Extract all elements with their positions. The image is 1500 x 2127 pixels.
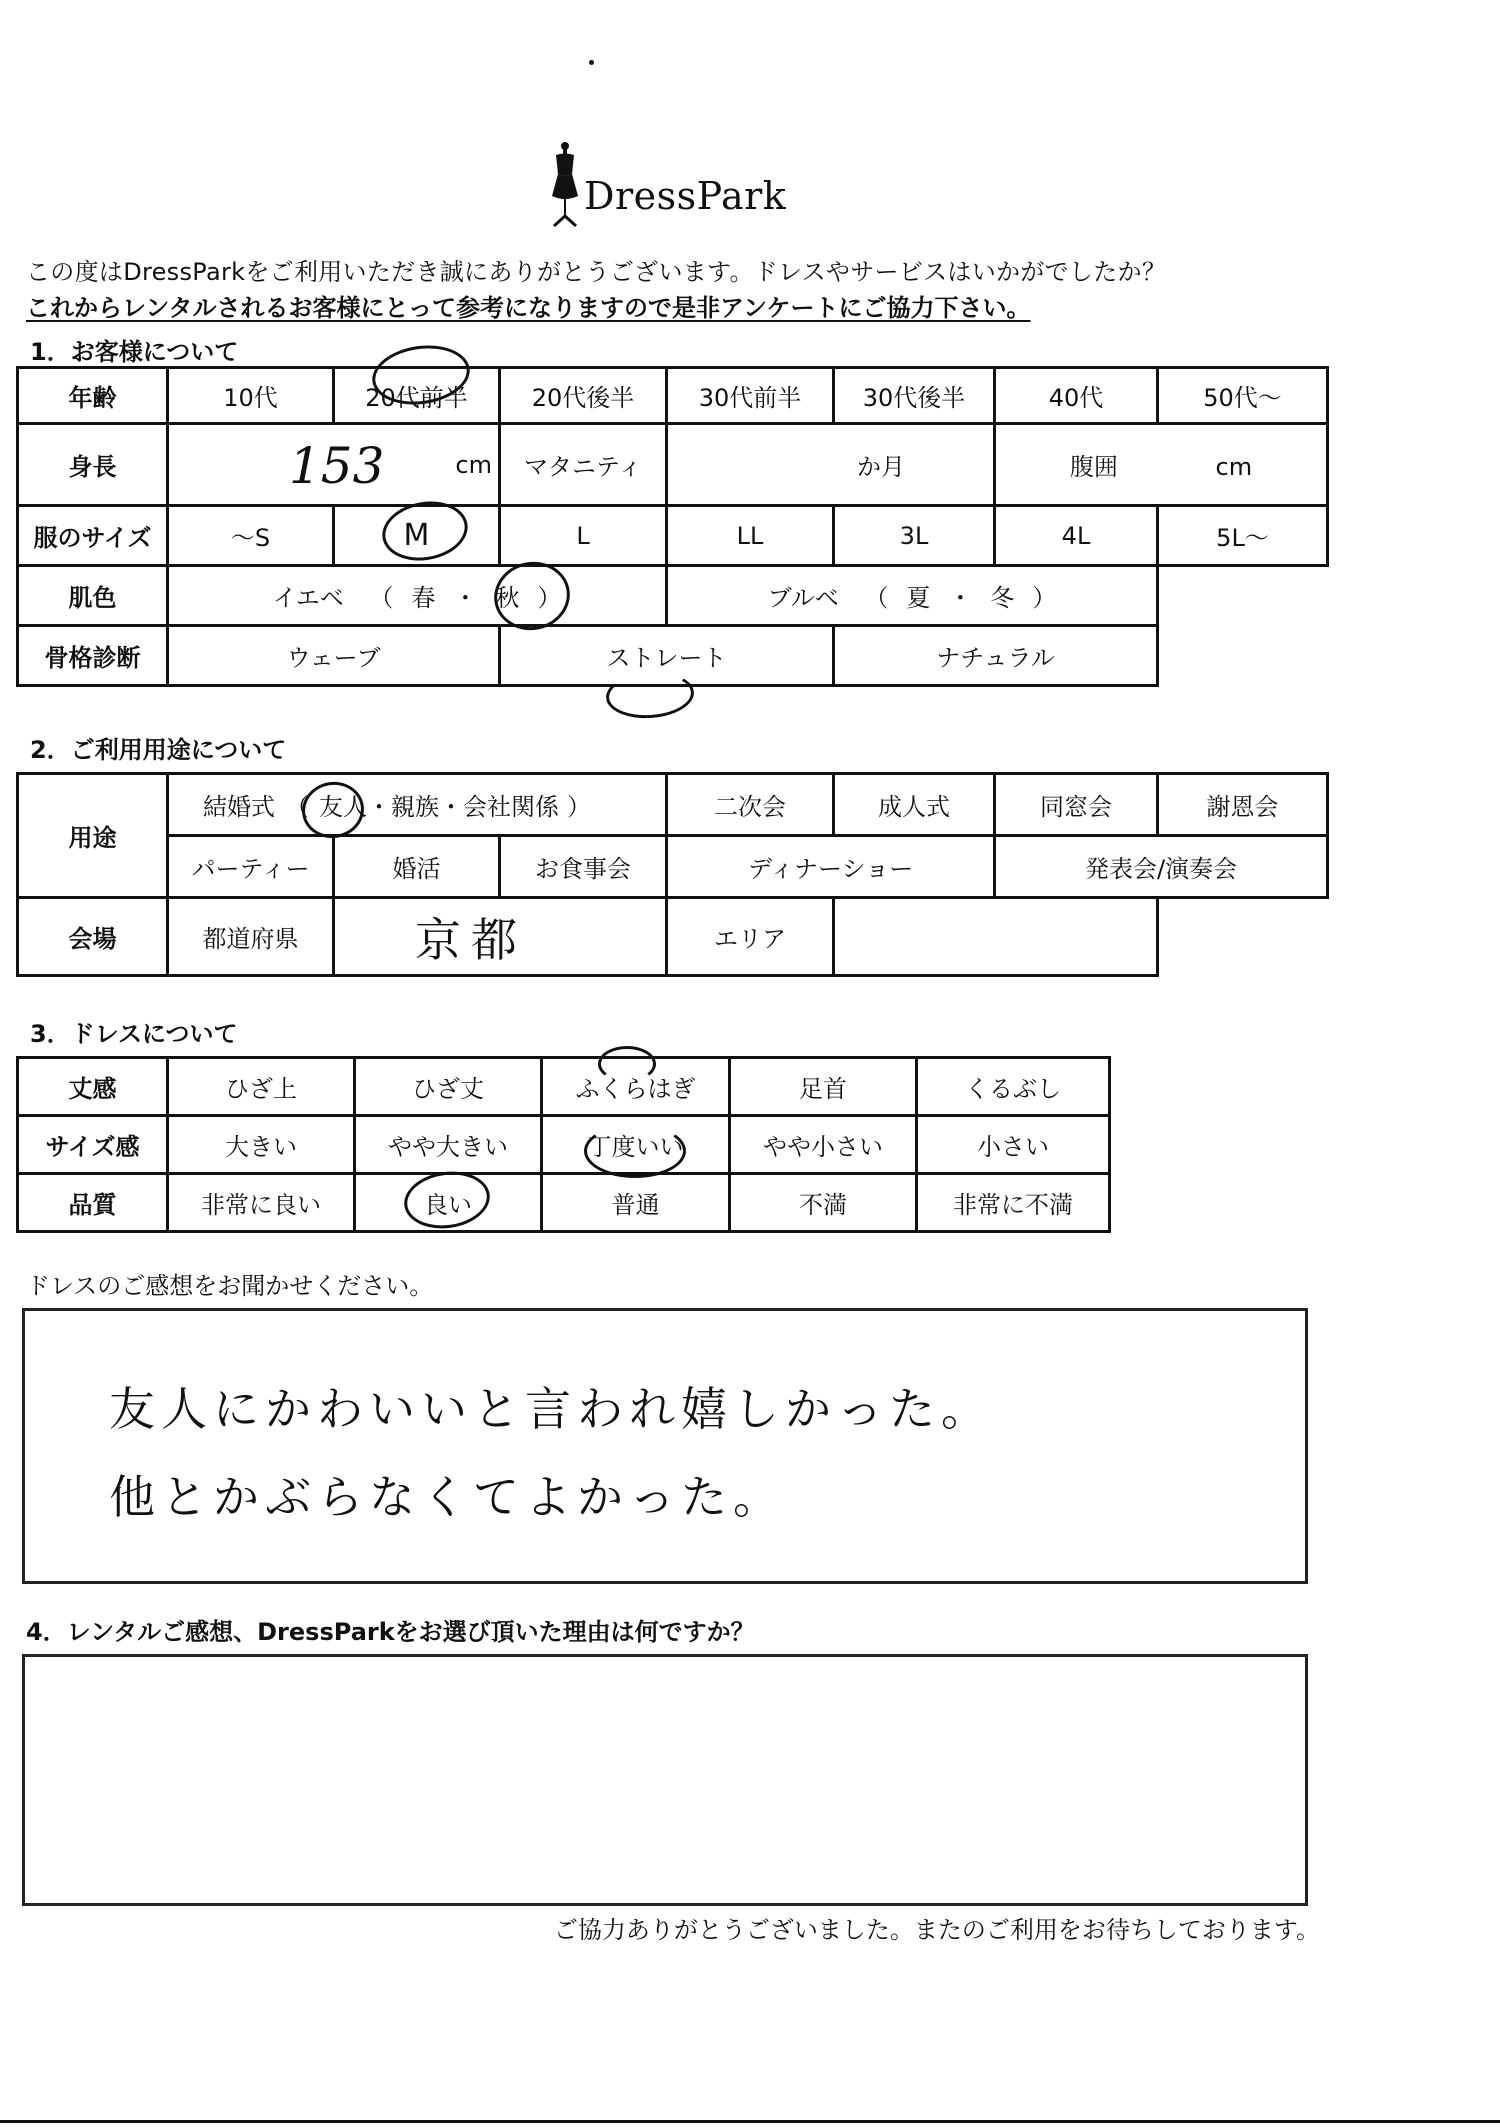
frame-option[interactable]: ウェーブ — [168, 626, 500, 686]
age-option[interactable]: 30代後半 — [834, 368, 995, 424]
age-option-selected[interactable]: 20代前半 — [334, 368, 500, 424]
prefecture-label: 都道府県 — [168, 898, 334, 976]
size-option-selected[interactable]: M — [334, 506, 500, 566]
age-option[interactable]: 30代前半 — [667, 368, 834, 424]
waist-field[interactable] — [995, 424, 1328, 506]
length-option[interactable]: ひざ上 — [168, 1058, 355, 1116]
fit-option[interactable]: 大きい — [168, 1116, 355, 1174]
section-2-title: 2．ご利用用途について — [30, 736, 287, 764]
skin-spring: 春 — [411, 584, 436, 612]
height-label: 身長 — [18, 424, 168, 506]
size-option[interactable]: 5L～ — [1158, 506, 1328, 566]
skin-yellow: イエベ — [272, 584, 344, 612]
section-1-title: 1．お客様について — [30, 338, 239, 366]
rental-comment-prompt: 4．レンタルご感想、DressParkをお選び頂いた理由は何ですか？ — [26, 1618, 755, 1646]
fit-label: サイズ感 — [18, 1116, 168, 1174]
waist-unit: cm — [1215, 453, 1253, 481]
height-field[interactable] — [168, 424, 500, 506]
skin-yellow-field[interactable]: イエベ （ 春 ・ 秋 ） — [168, 566, 667, 626]
height-row — [18, 424, 1328, 506]
purpose-option[interactable]: 発表会/演奏会 — [995, 836, 1328, 898]
dress-form-icon — [548, 140, 582, 230]
dress-table — [16, 1056, 1111, 1233]
frame-option[interactable]: ナチュラル — [834, 626, 1158, 686]
brand-logo — [548, 140, 808, 230]
wedding-field[interactable]: 結婚式 （ 友人・親族・会社関係 ） — [168, 774, 667, 836]
wedding-label: 結婚式 — [203, 793, 275, 821]
purpose-option[interactable]: 婚活 — [334, 836, 500, 898]
age-label: 年齢 — [18, 368, 168, 424]
dress-comment-prompt: ドレスのご感想をお聞かせください。 — [26, 1272, 434, 1300]
size-option[interactable]: L — [500, 506, 667, 566]
rental-comment-box[interactable] — [22, 1654, 1308, 1906]
frame-label: 骨格診断 — [18, 626, 168, 686]
skin-blue: ブルベ — [767, 584, 839, 612]
skin-autumn-selected: 秋 — [495, 584, 520, 612]
prefecture-value: 京都 — [415, 912, 527, 967]
fit-option[interactable]: やや小さい — [730, 1116, 917, 1174]
waist-label: 腹囲 — [1069, 453, 1118, 481]
maternity-label: マタニティ — [500, 424, 667, 506]
wedding-others: ・親族・会社関係 — [367, 793, 559, 821]
quality-option[interactable]: 普通 — [542, 1174, 730, 1232]
size-option[interactable]: LL — [667, 506, 834, 566]
size-option[interactable]: 3L — [834, 506, 995, 566]
purpose-option[interactable]: 成人式 — [834, 774, 995, 836]
size-label: 服のサイズ — [18, 506, 168, 566]
quality-option[interactable]: 非常に不満 — [917, 1174, 1110, 1232]
purpose-label: 用途 — [18, 774, 168, 898]
intro-line-2: これからレンタルされるお客様にとって参考になりますので是非アンケートにご協力下さい。 — [26, 294, 1031, 322]
dress-comment-line-2: 他とかぶらなくてよかった。 — [109, 1470, 785, 1524]
skin-summer: 夏 — [906, 584, 931, 612]
selection-circle — [584, 1124, 686, 1178]
purpose-option[interactable]: 謝恩会 — [1158, 774, 1328, 836]
height-unit: cm — [455, 451, 492, 479]
quality-option-selected[interactable]: 良い — [355, 1174, 542, 1232]
speck — [589, 60, 594, 65]
length-label: 丈感 — [18, 1058, 168, 1116]
area-field[interactable] — [834, 898, 1158, 976]
size-option[interactable]: 4L — [995, 506, 1158, 566]
length-option[interactable]: 足首 — [730, 1058, 917, 1116]
prefecture-field[interactable] — [334, 898, 667, 976]
frame-option-selected[interactable]: ストレート — [500, 626, 834, 686]
fit-option-selected[interactable]: 丁度いい — [542, 1116, 730, 1174]
age-option[interactable]: 20代後半 — [500, 368, 667, 424]
selection-circle — [598, 1046, 656, 1082]
height-value: 153 — [289, 437, 385, 495]
quality-option[interactable]: 不満 — [730, 1174, 917, 1232]
purpose-table — [16, 772, 1329, 977]
area-label: エリア — [667, 898, 834, 976]
skin-winter: 冬 — [990, 584, 1015, 612]
length-option[interactable]: ひざ丈 — [355, 1058, 542, 1116]
age-option[interactable]: 40代 — [995, 368, 1158, 424]
purpose-option[interactable]: パーティー — [168, 836, 334, 898]
purpose-option[interactable]: 同窓会 — [995, 774, 1158, 836]
wedding-friend-selected: 友人 — [319, 793, 367, 821]
dress-comment-line-1: 友人にかわいいと言われ嬉しかった。 — [109, 1382, 993, 1436]
quality-option[interactable]: 非常に良い — [168, 1174, 355, 1232]
maternity-unit: か月 — [857, 453, 905, 481]
skin-label: 肌色 — [18, 566, 168, 626]
venue-label: 会場 — [18, 898, 168, 976]
age-row — [18, 368, 1328, 424]
purpose-option[interactable]: ディナーショー — [667, 836, 995, 898]
fit-option[interactable]: 小さい — [917, 1116, 1110, 1174]
skin-blue-field[interactable]: ブルベ （ 夏 ・ 冬 ） — [667, 566, 1158, 626]
intro-line-1: この度はDressParkをご利用いただき誠にありがとうございます。ドレスやサービスはいかがでしたか？ — [26, 258, 1167, 286]
quality-label: 品質 — [18, 1174, 168, 1232]
fit-option[interactable]: やや大きい — [355, 1116, 542, 1174]
dress-comment-box[interactable] — [22, 1308, 1308, 1584]
purpose-option[interactable]: 二次会 — [667, 774, 834, 836]
purpose-option[interactable]: お食事会 — [500, 836, 667, 898]
maternity-field[interactable] — [667, 424, 995, 506]
length-option-selected[interactable]: ふくらはぎ — [542, 1058, 730, 1116]
section-3-title: 3．ドレスについて — [30, 1020, 238, 1048]
bottom-rule — [0, 2120, 1500, 2123]
thank-you-message: ご協力ありがとうございました。またのご利用をお待ちしております。 — [553, 1916, 1320, 1944]
length-option[interactable]: くるぶし — [917, 1058, 1110, 1116]
skin-row — [18, 566, 1328, 626]
size-option[interactable]: ～S — [168, 506, 334, 566]
brand-name: DressPark — [584, 174, 787, 218]
age-option[interactable]: 10代 — [168, 368, 334, 424]
customer-table — [16, 366, 1329, 687]
age-option[interactable]: 50代～ — [1158, 368, 1328, 424]
size-row — [18, 506, 1328, 566]
